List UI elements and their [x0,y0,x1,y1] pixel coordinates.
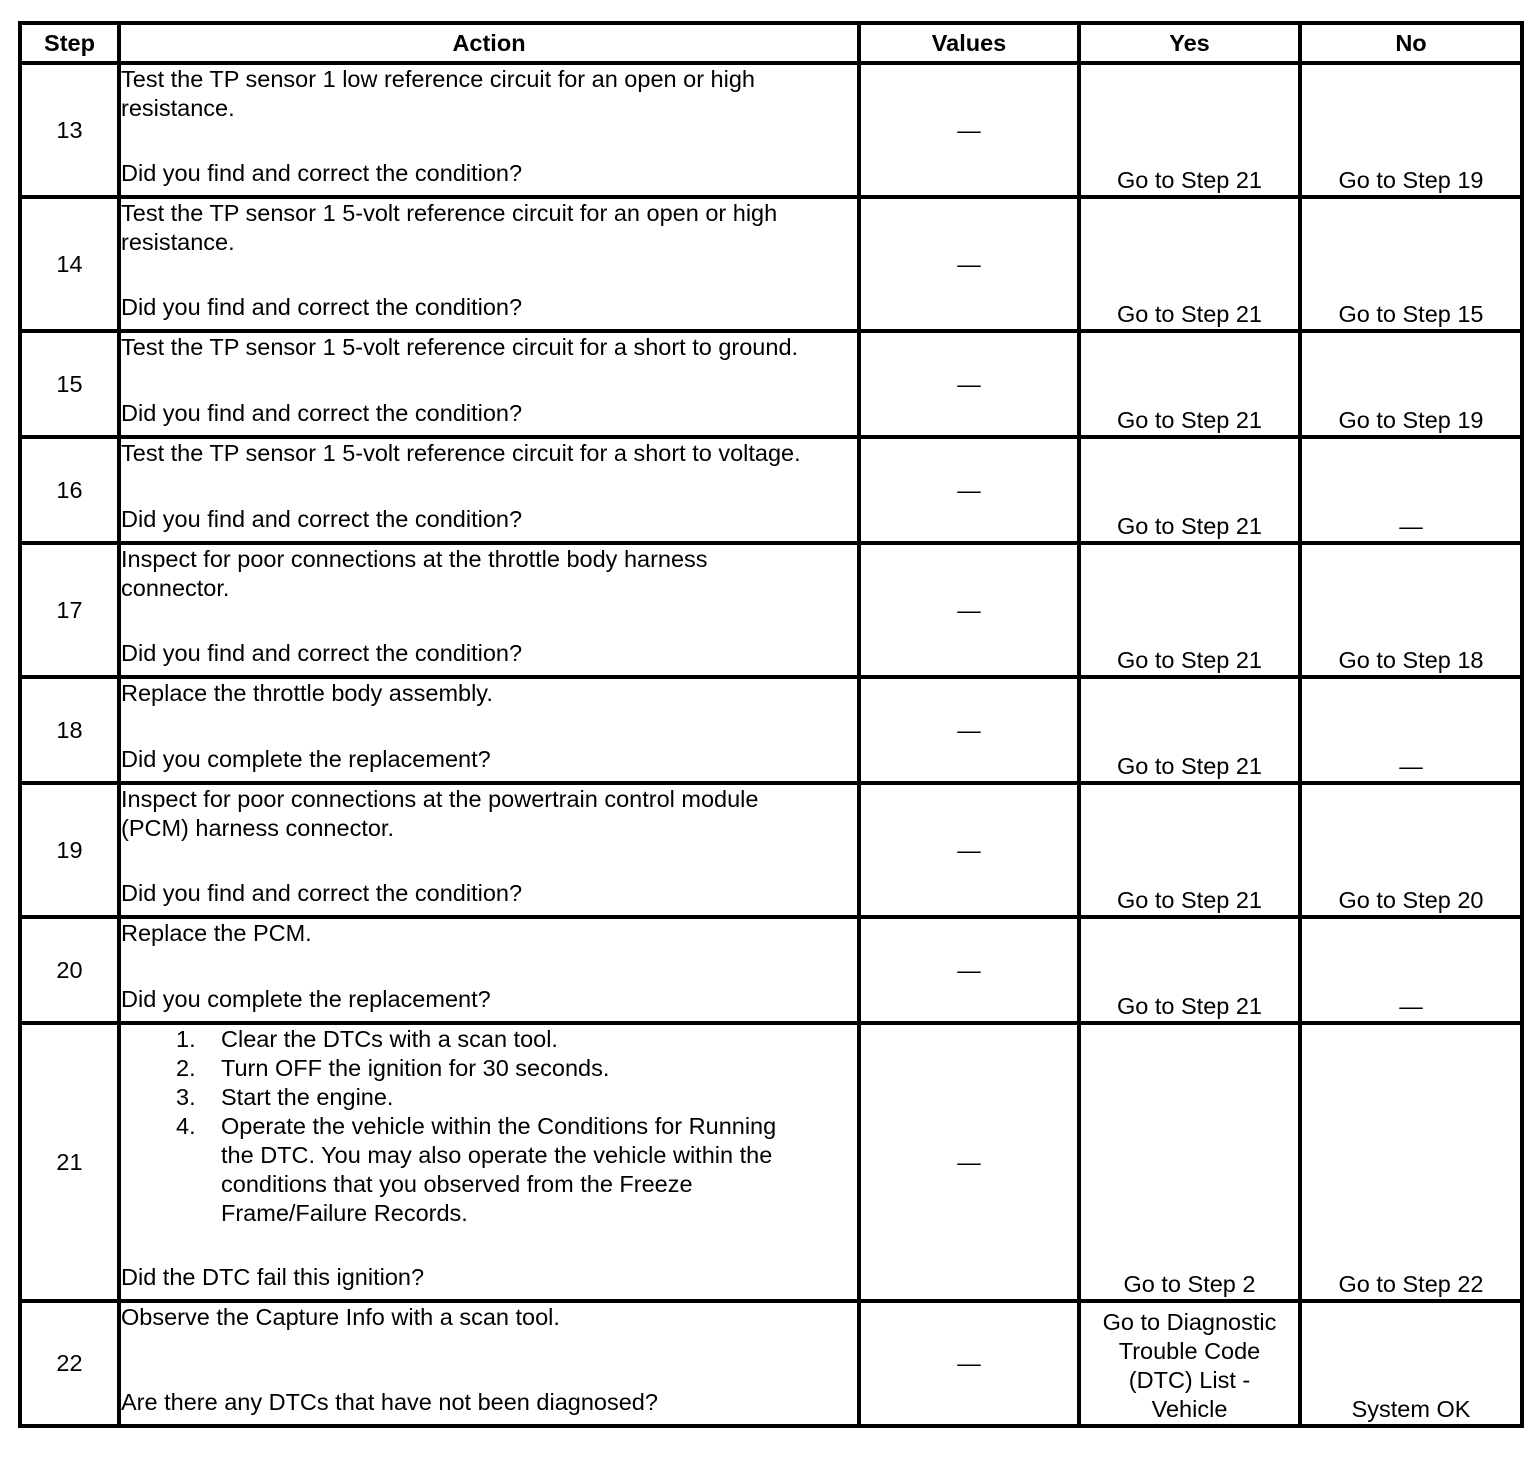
list-item [176,1025,857,1054]
action-question: Did you find and correct the condition? [121,506,523,532]
action-cell [119,197,859,331]
yes-cell: Go to Step 21 [1079,331,1300,437]
action-text: Observe the Capture Info with a scan tool. [121,1304,560,1330]
table-row [20,63,1522,197]
table-row [20,783,1522,917]
action-cell [119,677,859,783]
header-step: Step [20,23,119,63]
table-row [20,1023,1522,1301]
action-content [121,65,857,191]
action-cell [119,543,859,677]
table-row [20,331,1522,437]
values-cell: — [859,543,1079,677]
yes-cell: Go to Diagnostic Trouble Code (DTC) List - Vehicle [1079,1301,1300,1426]
list-item-number: 3. [176,1084,196,1110]
values-cell: — [859,783,1079,917]
step-number: 15 [20,331,119,437]
action-cell [119,917,859,1023]
values-cell: — [859,437,1079,543]
yes-cell: Go to Step 21 [1079,783,1300,917]
yes-cell: Go to Step 21 [1079,543,1300,677]
no-cell: System OK [1300,1301,1522,1426]
action-cell [119,437,859,543]
list-item [176,1054,857,1083]
no-cell: Go to Step 19 [1300,331,1522,437]
action-text: Test the TP sensor 1 5-volt reference circuit for an open or high resistance. [121,200,778,255]
step-number: 18 [20,677,119,783]
action-content [121,785,857,911]
list-item-text: Start the engine. [221,1084,394,1110]
header-yes: Yes [1079,23,1300,63]
values-cell: — [859,197,1079,331]
no-cell: — [1300,917,1522,1023]
action-content [121,333,857,431]
values-cell: — [859,1301,1079,1426]
action-question: Did you complete the replacement? [121,746,491,772]
list-item-number: 1. [176,1026,196,1052]
values-cell: — [859,63,1079,197]
no-cell: — [1300,677,1522,783]
values-cell: — [859,1023,1079,1301]
step-number: 16 [20,437,119,543]
header-action: Action [119,23,859,63]
action-cell [119,1301,859,1426]
action-content [121,545,857,671]
yes-cell: Go to Step 21 [1079,917,1300,1023]
step-number: 21 [20,1023,119,1301]
table-row [20,437,1522,543]
no-cell: Go to Step 19 [1300,63,1522,197]
no-cell: Go to Step 15 [1300,197,1522,331]
action-content [121,199,857,325]
list-item-text: Clear the DTCs with a scan tool. [221,1026,558,1052]
table-row [20,677,1522,783]
list-item-number: 2. [176,1055,196,1081]
action-question: Did you find and correct the condition? [121,400,523,426]
step-number: 17 [20,543,119,677]
step-number: 14 [20,197,119,331]
step-number: 13 [20,63,119,197]
list-item-number: 4. [176,1113,196,1139]
action-text: Test the TP sensor 1 5-volt reference circuit for a short to ground. [121,334,799,360]
list-item-text: Turn OFF the ignition for 30 seconds. [221,1055,610,1081]
list-item-text: Operate the vehicle within the Conditions for Running the DTC. You may also operate the vehicle within the conditions that you observed from the Freeze Frame/Failure Records. [221,1113,777,1226]
header-values: Values [859,23,1079,63]
action-content [121,1025,857,1295]
yes-cell: Go to Step 21 [1079,63,1300,197]
step-number: 19 [20,783,119,917]
action-question: Did you find and correct the condition? [121,640,523,666]
action-question: Did you find and correct the condition? [121,294,523,320]
action-question: Did you find and correct the condition? [121,880,523,906]
action-question: Did you find and correct the condition? [121,160,523,186]
values-cell: — [859,331,1079,437]
action-content [121,679,857,777]
table-row [20,917,1522,1023]
table-row [20,543,1522,677]
no-cell: Go to Step 22 [1300,1023,1522,1301]
action-content [121,1303,857,1420]
header-no: No [1300,23,1522,63]
yes-cell: Go to Step 21 [1079,677,1300,783]
action-question: Did you complete the replacement? [121,986,491,1012]
action-cell [119,331,859,437]
action-steps-list [121,1025,857,1228]
no-cell: Go to Step 18 [1300,543,1522,677]
action-content [121,919,857,1017]
action-question: Did the DTC fail this ignition? [121,1264,425,1290]
action-text: Test the TP sensor 1 low reference circuit for an open or high resistance. [121,66,755,121]
action-text: Test the TP sensor 1 5-volt reference circuit for a short to voltage. [121,440,801,466]
values-cell: — [859,917,1079,1023]
yes-cell: Go to Step 2 [1079,1023,1300,1301]
list-item [176,1083,857,1112]
yes-cell: Go to Step 21 [1079,437,1300,543]
no-cell: — [1300,437,1522,543]
diagnostic-table [18,21,1524,1428]
action-text: Inspect for poor connections at the powertrain control module (PCM) harness connector. [121,786,759,841]
table-row [20,197,1522,331]
no-cell: Go to Step 20 [1300,783,1522,917]
step-number: 20 [20,917,119,1023]
action-cell [119,783,859,917]
header-row [20,23,1522,63]
values-cell: — [859,677,1079,783]
action-content [121,439,857,537]
step-number: 22 [20,1301,119,1426]
action-cell [119,1023,859,1301]
action-cell [119,63,859,197]
action-text: Replace the throttle body assembly. [121,680,493,706]
yes-cell: Go to Step 21 [1079,197,1300,331]
action-text: Inspect for poor connections at the throttle body harness connector. [121,546,708,601]
list-item [176,1112,857,1228]
action-question: Are there any DTCs that have not been diagnosed? [121,1389,658,1415]
table-row [20,1301,1522,1426]
action-text: Replace the PCM. [121,920,312,946]
